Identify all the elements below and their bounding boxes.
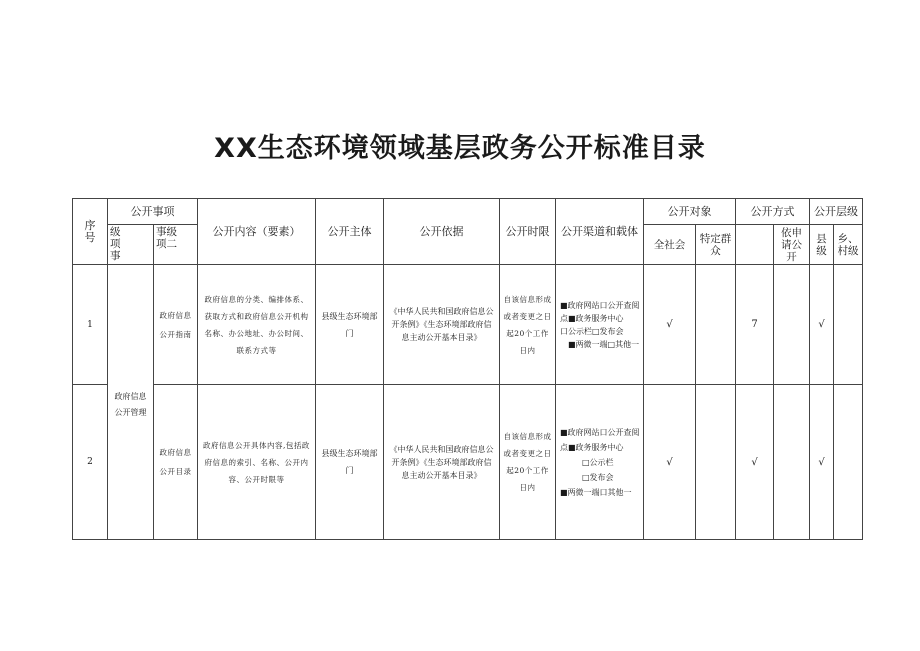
header-target-all: 全社会 (644, 225, 696, 265)
channel-line: ■政府网站口公开查阅点■政务服务中心 (560, 300, 640, 323)
header-basis: 公开依据 (384, 199, 500, 265)
header-channel: 公开渠道和载体 (556, 199, 644, 265)
row-target-specific (696, 385, 736, 540)
channel-line: 口公示栏□发布会 (560, 326, 624, 336)
row-level1: 政府信息公开管理 (108, 265, 154, 540)
row-level-town (834, 265, 863, 385)
header-level-town: 乡、村级 (834, 225, 863, 265)
document-title: XX生态环境领域基层政务公开标准目录 (214, 133, 706, 164)
channel-line: □公示栏 (582, 457, 614, 467)
row-mode-active: √ (736, 385, 774, 540)
row-content: 政府信息的分类、编排体系、获取方式和政府信息公开机构名称、办公地址、办公时间、联系方式等 (198, 265, 316, 385)
header-level-county: 县级 (810, 225, 834, 265)
row-time-limit: 自该信息形成或者变更之日起20个工作日内 (500, 385, 556, 540)
header-level1: 级项事 (108, 225, 154, 265)
header-mode: 公开方式 (736, 199, 810, 225)
header-content: 公开内容（要素） (198, 199, 316, 265)
row-target-all: √ (644, 265, 696, 385)
row-channel (556, 265, 644, 385)
row-subject: 县级生态环境部门 (316, 265, 384, 385)
row-target-all: √ (644, 385, 696, 540)
channel-line: ■政府网站口公开查阅点■政务服务中心 (560, 427, 640, 452)
row-channel (556, 385, 644, 540)
header-level2: 事级项二 (154, 225, 198, 265)
header-row-1 (73, 199, 863, 225)
catalog-table (72, 198, 863, 540)
channel-line: ■两微一端□其他一 (568, 339, 640, 349)
row-seq: 1 (73, 265, 108, 385)
row-basis: 《中华人民共和国政府信息公开条例》《生态环境部政府信息主动公开基本目录》 (384, 265, 500, 385)
row-mode-apply (774, 265, 810, 385)
header-mode-active (736, 225, 774, 265)
header-level: 公开层级 (810, 199, 863, 225)
table-row (73, 385, 863, 540)
row-mode-apply (774, 385, 810, 540)
header-seq: 序号 (73, 199, 108, 265)
header-time-limit: 公开时限 (500, 199, 556, 265)
row-level2: 政府信息公开目录 (154, 385, 198, 540)
header-mode-apply: 依申请公开 (774, 225, 810, 265)
row-level-county: √ (810, 385, 834, 540)
table-row (73, 265, 863, 385)
row-target-specific (696, 265, 736, 385)
header-target-specific: 特定群众 (696, 225, 736, 265)
row-level-town (834, 385, 863, 540)
row-seq: 2 (73, 385, 108, 540)
header-subject: 公开主体 (316, 199, 384, 265)
row-level2: 政府信息公开指南 (154, 265, 198, 385)
row-content: 政府信息公开具体内容,包括政府信息的索引、名称、公开内容、公开时限等 (198, 385, 316, 540)
header-target: 公开对象 (644, 199, 736, 225)
row-mode-active: 7 (736, 265, 774, 385)
row-basis: 《中华人民共和国政府信息公开条例》《生态环境部政府信息主动公开基本目录》 (384, 385, 500, 540)
header-items: 公开事项 (108, 199, 198, 225)
row-subject: 县级生态环境部门 (316, 385, 384, 540)
channel-line: ■两微一端口其他一 (560, 487, 632, 497)
channel-line: □发布会 (582, 472, 614, 482)
row-time-limit: 自该信息形成或者变更之日起20个工作日内 (500, 265, 556, 385)
row-level-county: √ (810, 265, 834, 385)
